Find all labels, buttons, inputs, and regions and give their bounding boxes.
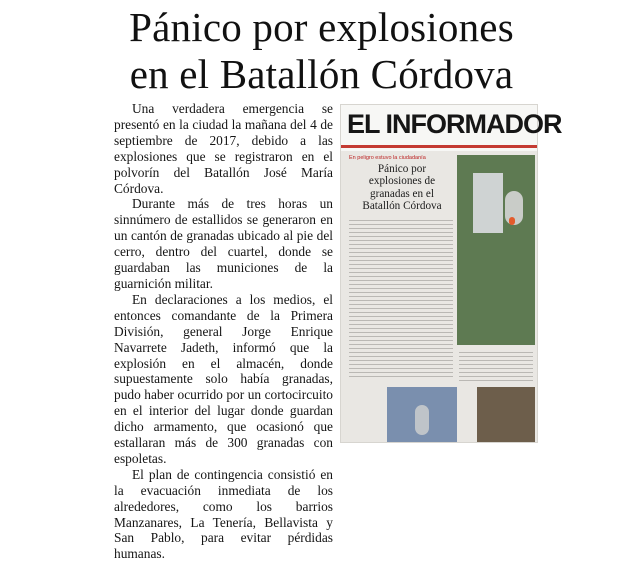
masthead-logo: EL INFORMADOR [347,109,562,139]
clipping-text-columns [349,217,453,377]
smoke-plume-photo [387,387,457,442]
building-shape [473,173,503,233]
paragraph-4: El plan de contingencia consistió en la evacuación inmediata de los alrededores, como los barrios Manzanares, La Tenería, Bellavista y San Pablo, para evitar pérdidas humanas. [114,466,333,562]
clipping-title-line: explosiones de [368,175,436,188]
clipping-title-line: granadas en el [370,187,434,200]
article-body [114,101,333,562]
plume-shape [415,405,429,435]
soldier-photo [477,387,535,442]
clipping-title-line: Pánico por [377,163,427,175]
explosion-photo [457,155,535,345]
masthead-rule [341,145,537,148]
clipping-kicker: En peligro estuvo la ciudadanía [349,155,426,161]
headline [0,4,643,98]
clipping-title [347,163,457,213]
headline-line-1: Pánico por explosiones [129,4,514,50]
clipping-title-line: Batallón Córdova [362,200,442,213]
fire-shape [509,217,515,225]
paragraph-1: Una verdadera emergencia se presentó en la ciudad la mañana del 4 de septiembre de 2017, debido a las explosiones que se registraron en el polvorín del Batallón José María Córdova. [114,101,333,196]
newspaper-clipping-image [340,104,562,443]
paragraph-2: Durante más de tres horas un sinnúmero de estallidos se generaron en un cantón de granadas ubicado al pie del cerro, dentro del cuartel, donde se guardaban las municiones de la guarnición militar. [114,196,333,291]
paragraph-3: En declaraciones a los medios, el entonces comandante de la Primera División, general Jorge Enrique Navarrete Jadeth, informó que la explosión en el almacén, donde supuestamente solo había granadas, pudo haber ocurrido por un cortocircuito en el interior del lugar donde guardan dicho armamento, que ocasionó que estallaran más de 300 granadas con espoletas. [114,291,333,466]
headline-line-2: en el Batallón Córdova [129,51,514,97]
clipping-masthead [341,105,562,151]
clipping-caption-lines [459,349,533,383]
